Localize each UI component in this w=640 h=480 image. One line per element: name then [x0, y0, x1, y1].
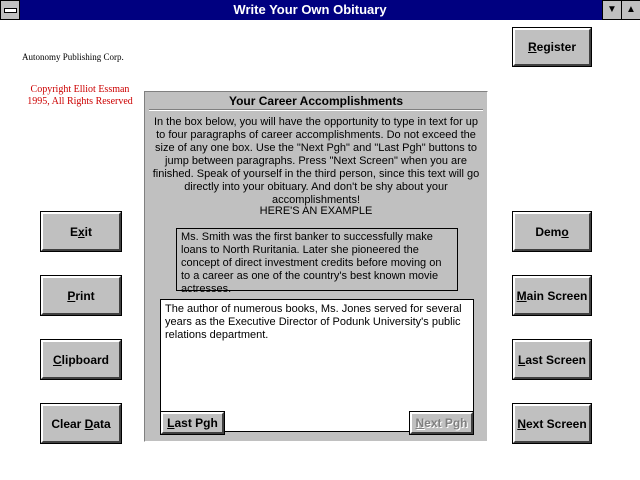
register-button[interactable]	[513, 28, 591, 66]
main-screen-label-key: M	[516, 288, 527, 303]
demo-label-pre: Dem	[535, 224, 562, 239]
print-label-post: rint	[75, 288, 95, 303]
print-button[interactable]	[41, 276, 121, 315]
accomplishments-input[interactable]: The author of numerous books, Ms. Jones served for several years as the Executive Director of Podunk University's public relations department.	[160, 299, 474, 432]
last-pgh-button[interactable]	[161, 412, 224, 434]
minimize-icon: ▼	[607, 4, 617, 15]
last-screen-label-post: ast Screen	[525, 352, 587, 367]
instructions-text: In the box below, you will have the opportunity to type in text for up to four paragraphs of career accomplishments. Do not exceed the size of any one box. Use the "Next Pgh" and "Last Pgh" buttons to jump between paragraphs. Press "Next Screen" when you are finished. Speak of yourself in the third person, since this text will go directly into your obituary. And don't be shy about your accomplishments!	[152, 116, 480, 206]
career-accomplishments-panel	[144, 91, 488, 442]
clear-data-label-pre: Clear	[51, 416, 85, 431]
demo-button[interactable]	[513, 212, 591, 251]
exit-button[interactable]	[41, 212, 121, 251]
minimize-button[interactable]	[602, 0, 622, 20]
exit-label-pre: E	[69, 224, 78, 239]
last-pgh-label-post: ast Pgh	[174, 416, 218, 430]
clipboard-button[interactable]	[41, 340, 121, 379]
system-menu-button[interactable]	[0, 0, 20, 20]
panel-title: Your Career Accomplishments	[228, 94, 404, 108]
maximize-icon: ▲	[626, 4, 636, 15]
clear-data-label-post: ata	[93, 416, 111, 431]
copyright-notice	[22, 84, 138, 108]
example-text: Ms. Smith was the first banker to successfully make loans to North Ruritania. Later she pioneered the concept of direct investment credits before moving on to a career as one of the country's best known movie actresses.	[176, 228, 458, 291]
demo-label-key: o	[561, 224, 569, 239]
next-screen-label-key: N	[517, 416, 526, 431]
next-pgh-button[interactable]	[410, 412, 473, 434]
exit-label-key: x	[77, 224, 85, 239]
next-screen-label-post: ext Screen	[525, 416, 587, 431]
last-screen-button[interactable]	[513, 340, 591, 379]
example-label: HERE'S AN EXAMPLE	[259, 205, 373, 217]
next-pgh-label-key: N	[415, 416, 425, 430]
clear-data-label-key: D	[84, 416, 94, 431]
next-screen-button[interactable]	[513, 404, 591, 443]
title-bar	[0, 0, 640, 20]
register-label-post: egister	[536, 40, 577, 54]
last-pgh-label-key: L	[167, 416, 175, 430]
print-label-key: P	[67, 288, 76, 303]
last-screen-label-key: L	[517, 352, 526, 367]
maximize-button[interactable]	[621, 0, 640, 20]
system-menu-icon	[4, 8, 17, 13]
company-name: Autonomy Publishing Corp.	[22, 52, 124, 62]
clipboard-label-key: C	[52, 352, 62, 367]
exit-label-post: it	[84, 224, 93, 239]
copyright-line-1: Copyright Elliot Essman	[30, 84, 130, 95]
copyright-line-2: 1995, All Rights Reserved	[27, 96, 133, 107]
register-label-key: R	[527, 40, 537, 54]
panel-divider	[149, 109, 483, 111]
clear-data-button[interactable]	[41, 404, 121, 443]
next-pgh-label-post: ext Pgh	[424, 416, 468, 430]
window-title: Write Your Own Obituary	[233, 2, 387, 17]
main-screen-button[interactable]	[513, 276, 591, 315]
main-screen-label-post: ain Screen	[526, 288, 588, 303]
clipboard-label-post: lipboard	[61, 352, 109, 367]
